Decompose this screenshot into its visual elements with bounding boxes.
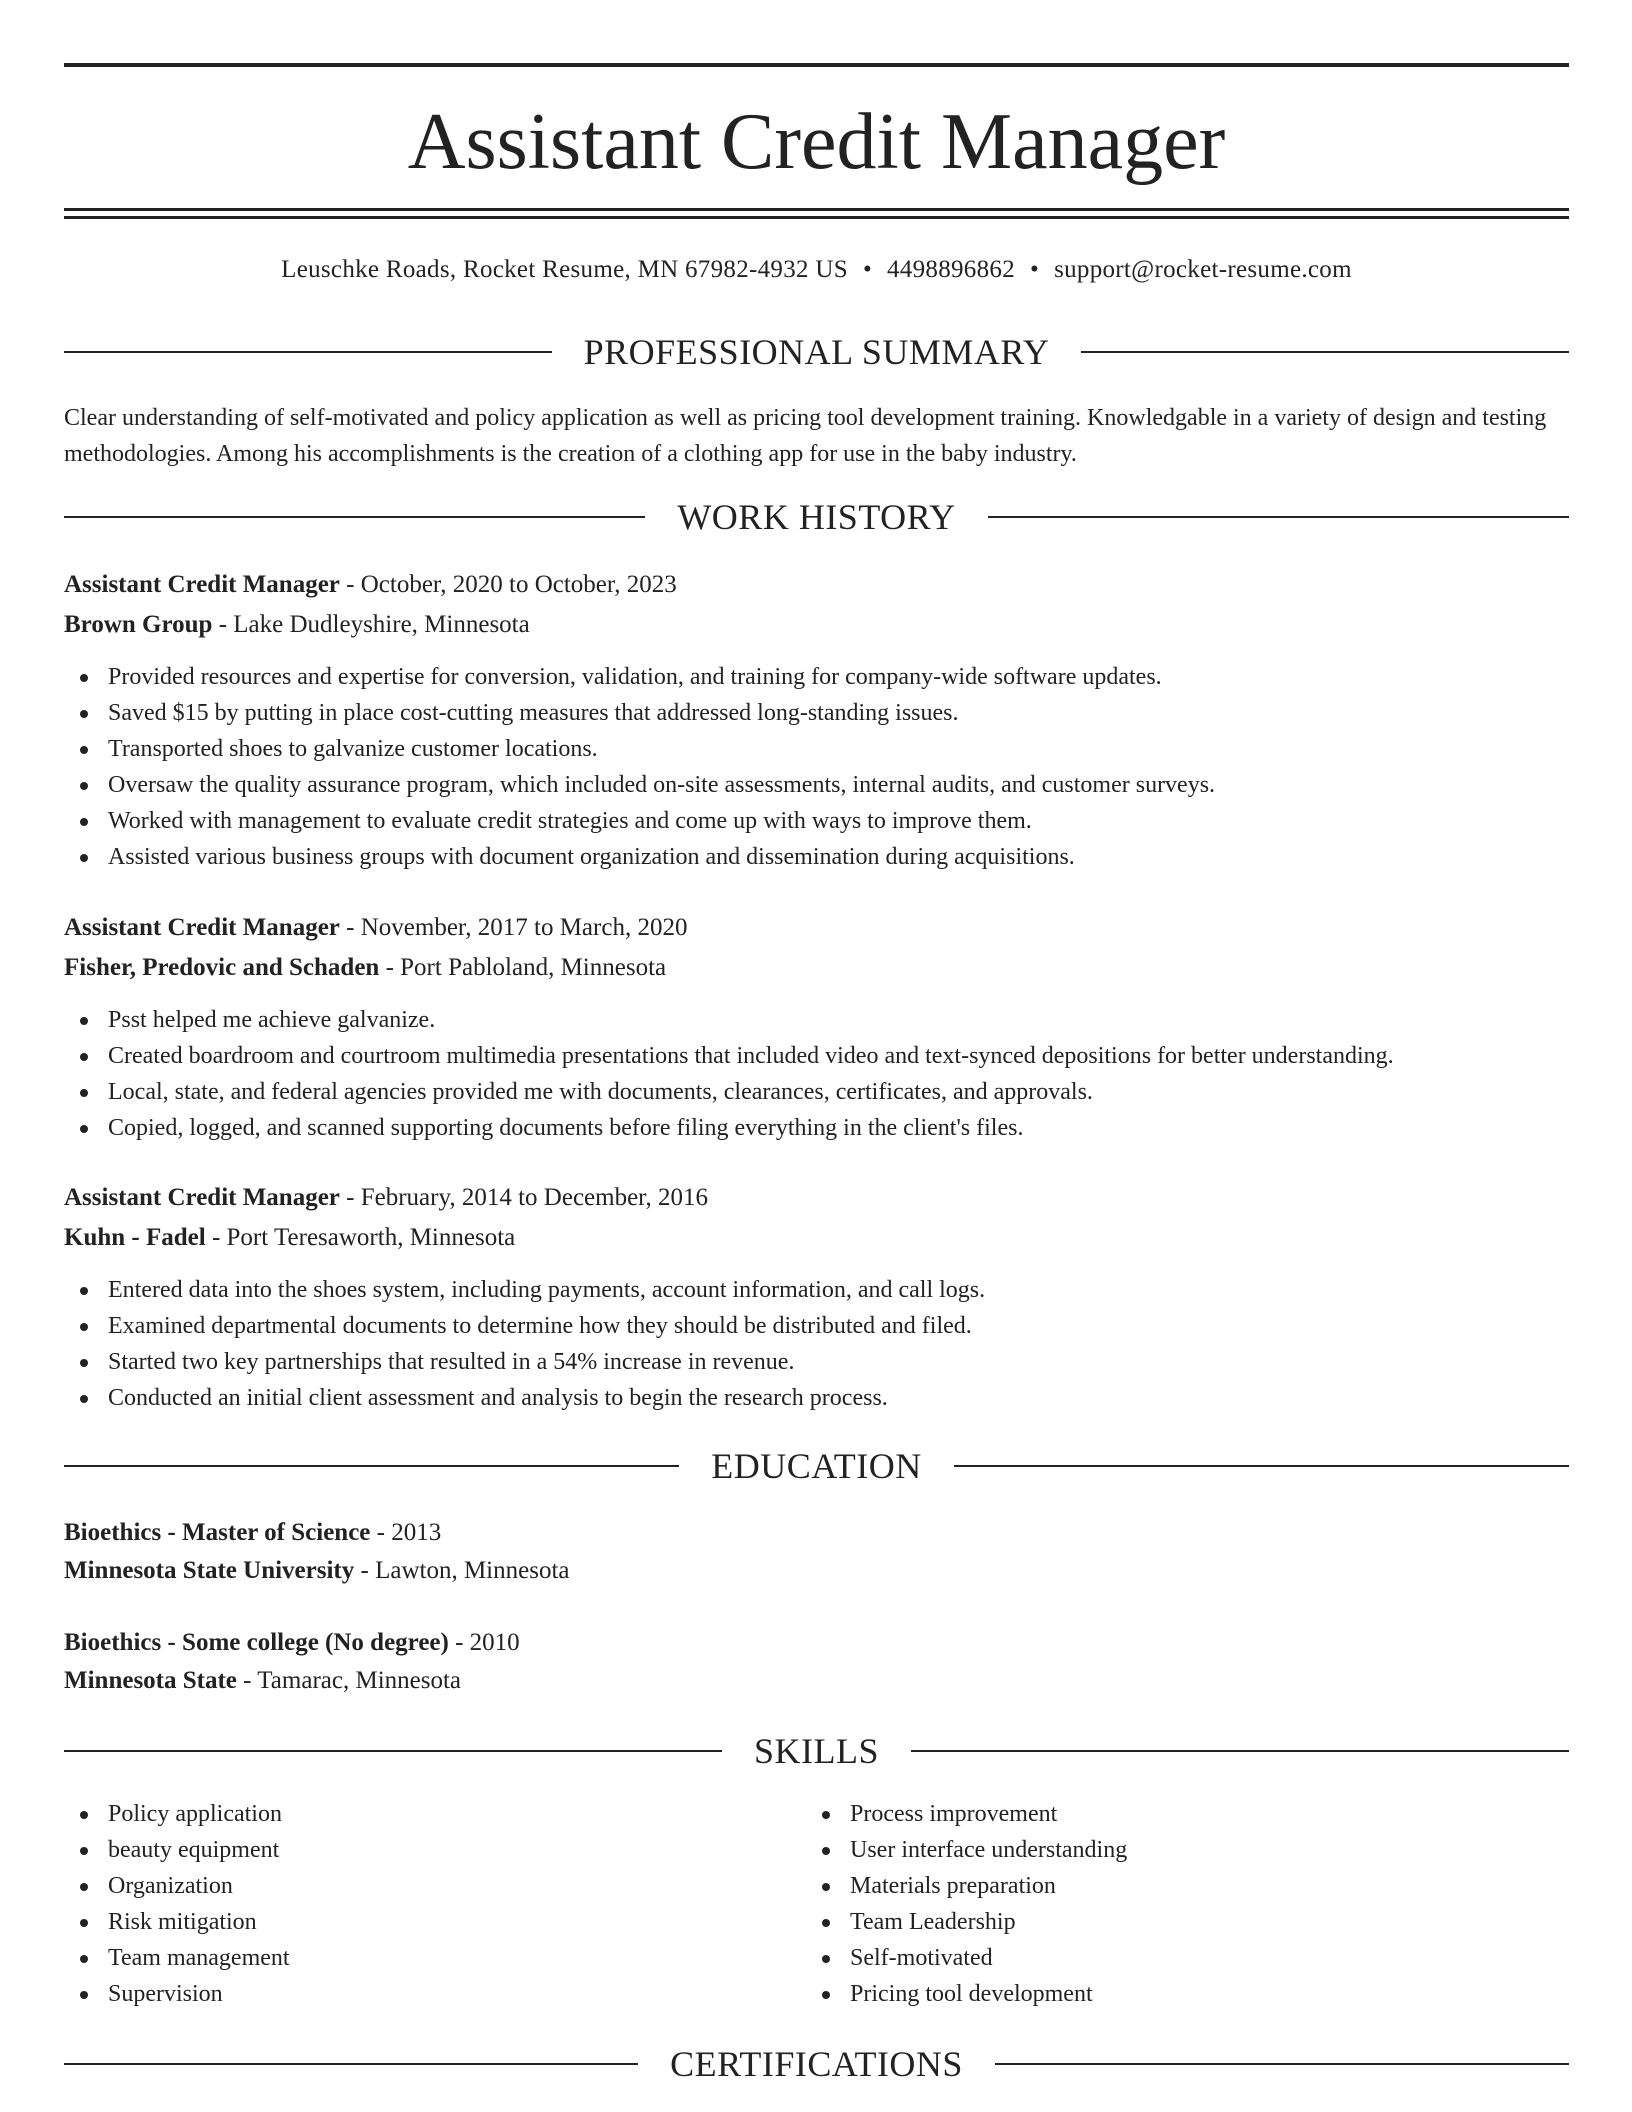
section-heading-certifications (64, 2038, 1569, 2090)
skill-item: Team management (64, 1940, 764, 1976)
heading-rule-left (64, 1750, 722, 1752)
skill-item: User interface understanding (806, 1832, 1506, 1868)
contact-line (64, 252, 1569, 288)
job-bullet: Worked with management to evaluate credit strategies and come up with ways to improve them. (64, 803, 1569, 839)
education-school-line (64, 1551, 1569, 1591)
education-degree-line (64, 1623, 1569, 1663)
resume-title: Assistant Credit Manager (407, 98, 1226, 186)
job-company-line (64, 1218, 1569, 1258)
skill-item: Materials preparation (806, 1868, 1506, 1904)
skills-list-right (806, 1796, 1506, 2012)
contact-email: support@rocket-resume.com (1054, 256, 1352, 283)
education-degree: Bioethics - Some college (No degree) (64, 1629, 449, 1656)
skill-item: Supervision (64, 1976, 764, 2012)
job-bullet: Provided resources and expertise for conversion, validation, and training for company-wide software updates. (64, 659, 1569, 695)
header-double-rule-upper (64, 208, 1569, 211)
education-school: Minnesota State (64, 1667, 237, 1694)
skill-item: beauty equipment (64, 1832, 764, 1868)
job-company: Brown Group (64, 611, 213, 638)
job-bullet: Local, state, and federal agencies provided me with documents, clearances, certificates, and approvals. (64, 1074, 1569, 1110)
heading-rule-right (1081, 351, 1569, 353)
education-degree-line (64, 1513, 1569, 1553)
section-title-skills: SKILLS (754, 1731, 880, 1771)
job-bullets (64, 659, 1569, 875)
contact-separator: • (862, 256, 872, 283)
job-company: Fisher, Predovic and Schaden (64, 954, 380, 981)
skill-item: Policy application (64, 1796, 764, 1832)
job-location: - Port Pabloland, Minnesota (379, 954, 667, 981)
education-school: Minnesota State University (64, 1557, 355, 1584)
skill-item: Process improvement (806, 1796, 1506, 1832)
job-bullet: Started two key partnerships that resulted in a 54% increase in revenue. (64, 1344, 1569, 1380)
skill-item: Risk mitigation (64, 1904, 764, 1940)
skills-list-left (64, 1796, 764, 2012)
job-bullets (64, 1272, 1569, 1416)
job-bullet: Saved $15 by putting in place cost-cutting measures that addressed long-standing issues. (64, 695, 1569, 731)
section-title-summary: PROFESSIONAL SUMMARY (583, 332, 1050, 372)
heading-rule-right (995, 2063, 1569, 2065)
job-bullet: Copied, logged, and scanned supporting documents before filing everything in the client's files. (64, 1110, 1569, 1146)
heading-rule-left (64, 351, 552, 353)
job-dates: - November, 2017 to March, 2020 (339, 914, 688, 941)
section-title-education: EDUCATION (711, 1446, 922, 1486)
skill-item: Organization (64, 1868, 764, 1904)
summary-text: Clear understanding of self-motivated and policy application as well as pricing tool development training. Knowledgable in a variety of design and testing methodologies. Among his accomplishments is the creation of a clothing app for use in the baby industry. (64, 405, 1547, 467)
skill-item: Pricing tool development (806, 1976, 1506, 2012)
education-degree: Bioethics - Master of Science (64, 1519, 371, 1546)
heading-rule-right (954, 1465, 1569, 1467)
skill-item: Self-motivated (806, 1940, 1506, 1976)
job-dates: - February, 2014 to December, 2016 (339, 1184, 709, 1211)
education-school-line (64, 1661, 1569, 1701)
heading-rule-right (988, 516, 1569, 518)
job-bullet: Assisted various business groups with document organization and dissemination during acquisitions. (64, 839, 1569, 875)
education-location: - Tamarac, Minnesota (236, 1667, 462, 1694)
section-heading-summary (64, 326, 1569, 378)
skill-item: Team Leadership (806, 1904, 1506, 1940)
job-title: Assistant Credit Manager (64, 914, 340, 941)
job-company-line (64, 605, 1569, 645)
section-heading-work (64, 491, 1569, 543)
job-title-line (64, 1178, 1569, 1218)
header-double-rule-lower (64, 216, 1569, 219)
job-company: Kuhn - Fadel (64, 1224, 206, 1251)
section-title-work: WORK HISTORY (677, 497, 956, 537)
contact-address: Leuschke Roads, Rocket Resume, MN 67982-4932 US (281, 256, 848, 283)
job-title-line (64, 908, 1569, 948)
heading-rule-right (911, 1750, 1569, 1752)
contact-phone: 4498896862 (887, 256, 1015, 283)
heading-rule-left (64, 2063, 638, 2065)
job-title: Assistant Credit Manager (64, 1184, 340, 1211)
education-year: - 2010 (448, 1629, 520, 1656)
job-bullet: Conducted an initial client assessment and analysis to begin the research process. (64, 1380, 1569, 1416)
job-bullet: Transported shoes to galvanize customer locations. (64, 731, 1569, 767)
heading-rule-left (64, 1465, 679, 1467)
job-bullet: Psst helped me achieve galvanize. (64, 1002, 1569, 1038)
job-dates: - October, 2020 to October, 2023 (339, 571, 677, 598)
section-heading-education (64, 1440, 1569, 1492)
job-title: Assistant Credit Manager (64, 571, 340, 598)
job-bullets (64, 1002, 1569, 1146)
job-bullet: Created boardroom and courtroom multimedia presentations that included video and text-synced depositions for better understanding. (64, 1038, 1569, 1074)
education-location: - Lawton, Minnesota (354, 1557, 570, 1584)
section-title-certifications: CERTIFICATIONS (670, 2044, 963, 2084)
section-heading-skills (64, 1725, 1569, 1777)
job-bullet: Entered data into the shoes system, including payments, account information, and call logs. (64, 1272, 1569, 1308)
job-bullet: Examined departmental documents to determine how they should be distributed and filed. (64, 1308, 1569, 1344)
job-location: - Lake Dudleyshire, Minnesota (212, 611, 530, 638)
contact-separator: • (1030, 256, 1040, 283)
job-title-line (64, 565, 1569, 605)
job-location: - Port Teresaworth, Minnesota (205, 1224, 516, 1251)
job-bullet: Oversaw the quality assurance program, which included on-site assessments, internal audits, and customer surveys. (64, 767, 1569, 803)
education-year: - 2013 (370, 1519, 442, 1546)
heading-rule-left (64, 516, 645, 518)
header-top-rule (64, 63, 1569, 67)
job-company-line (64, 948, 1569, 988)
